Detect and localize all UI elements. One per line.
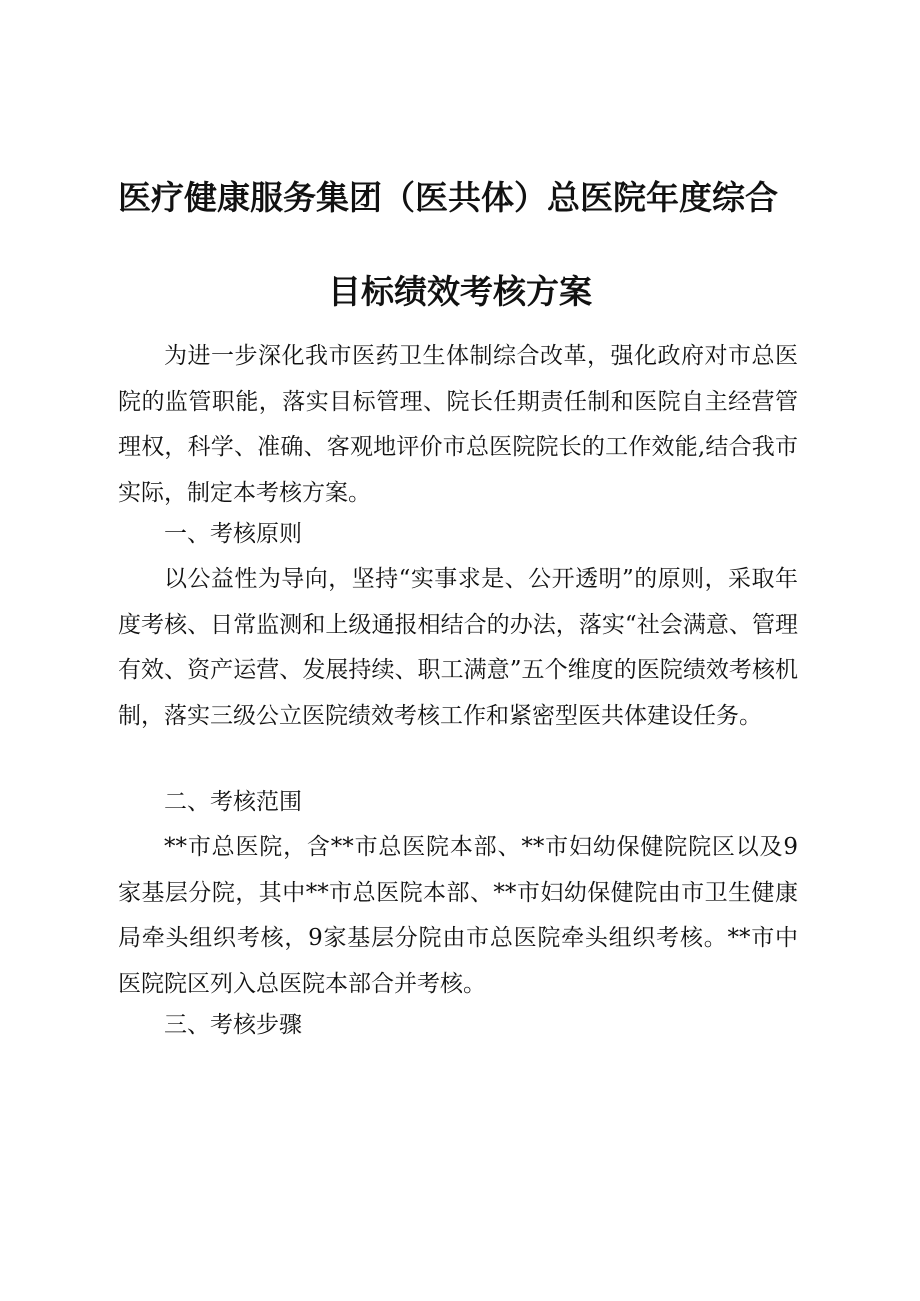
intro-paragraph-block: [118, 334, 798, 516]
section-heading-steps: 三、考核步骤: [164, 1012, 302, 1038]
principles-paragraph: 以公益性为导向，坚持“实事求是、公开透明”的原则，采取年度考核、日常监测和上级通报相结合的办法，落实“社会满意、管理有效、资产运营、发展持续、职工满意”五个维度的医院绩效考核机制，落实三级公立医院绩效考核工作和紧密型医共体建设任务。: [118, 566, 798, 729]
intro-paragraph: 为进一步深化我市医药卫生体制综合改革，强化政府对市总医院的监管职能，落实目标管理、院长任期责任制和医院自主经营管理权，科学、准确、客观地评价市总医院院长的工作效能,结合我市实际，制定本考核方案。: [118, 343, 798, 506]
scope-paragraph: **市总医院，含**市总医院本部、**市妇幼保健院院区以及9家基层分院，其中**市总医院本部、**市妇幼保健院由市卫生健康局牵头组织考核，9家基层分院由市总医院牵头组织考核。**市中医院院区列入总医院本部合并考核。: [118, 834, 798, 997]
document-title-line-2: 目标绩效考核方案: [328, 272, 592, 311]
scope-paragraph-block: [118, 825, 798, 1007]
section-heading-principles: 一、考核原则: [164, 521, 302, 547]
section-heading-scope: 二、考核范围: [164, 789, 302, 815]
principles-paragraph-block: [118, 557, 798, 739]
document-title-line-1: 医疗健康服务集团（医共体）总医院年度综合: [118, 178, 778, 217]
